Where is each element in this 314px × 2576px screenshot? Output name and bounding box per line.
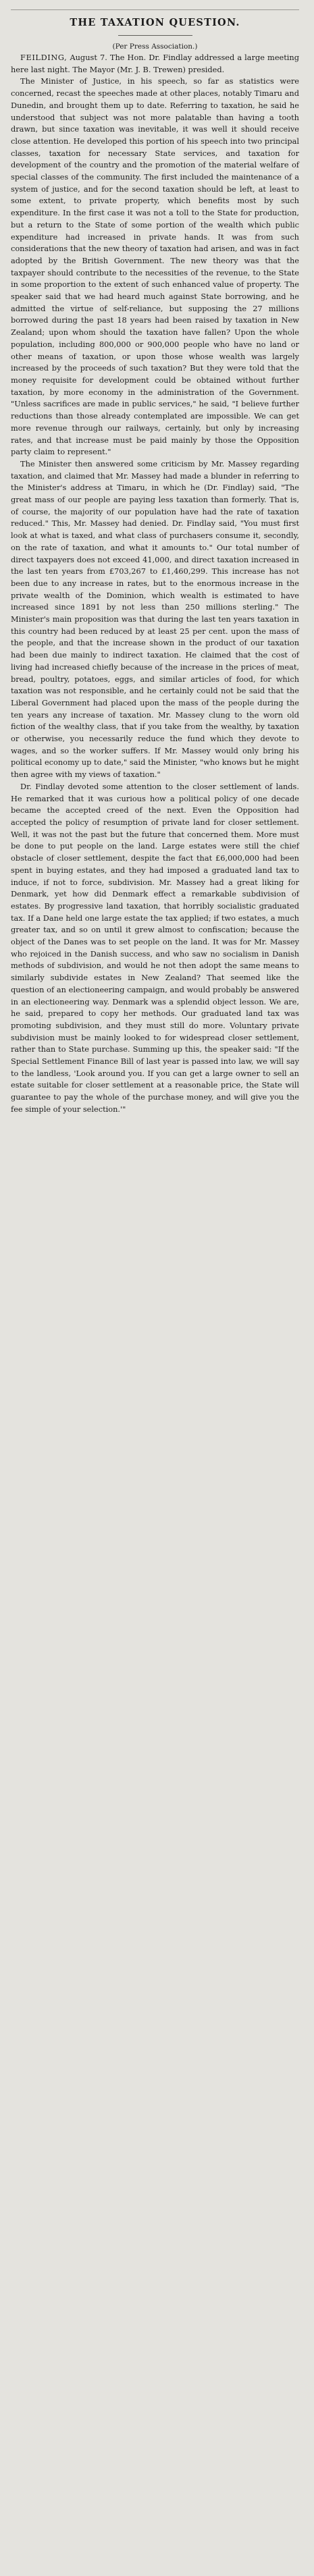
paragraph: Dr. Findlay devoted some attention to the closer settlement of lands. He remarked that it was curious how a political policy of one decade became the accepted creed of the next. Even the Opposition had accepted the policy of resumption of private land for closer settlement. Well, it was not the past but the future that concerned them. More must be done to put people on the land. Large estates were still the chief obstacle of closer settlement, despite the fact that £6,000,000 had been spent in buying estates, and they had imposed a graduated land tax to induce, if not to force, subdivision. Mr. Massey had a great liking for Denmark, yet how did Denmark effect a remarkable subdivision of estates. By progressive land taxation, that horribly socialistic graduated tax. If a Dane held one large estate the tax applied; if two estates, a much greater tax, and so on until it grew almost to confiscation; because the object of the Danes was to set people on the land. It was for Mr. Massey who rejoiced in the Danish success, and who saw no socialism in Danish methods of subdivision, and would he not then adopt the same means to similarly subdivide estates in New Zealand? That seemed like the question of an electioneering campaign, and would probably be answered in an electioneering way. Denmark was a splendid object lesson. We are, he said, prepared to copy her methods. Our graduated land tax was promoting subdivision, and they must still do more. Voluntary private subdivision must be mainly looked to for widespread closer settlement, rather than to State purchase. Summing up this, the speaker said: "If the Special Settlement Finance Bill of last year is passed into law, we will say to the landless, 'Look around you. If you can get a large owner to sell an estate suitable for closer settlement at a reasonable price, the State will guarantee to pay the whole of the purchase money, and will give you the fee simple of your selection.'" xyxy=(11,781,299,1114)
dateline: FEILDING, xyxy=(20,53,68,62)
paragraph-lead xyxy=(11,52,299,76)
article-body xyxy=(11,52,299,1116)
paragraph: The Minister of Justice, in his speech, so far as statistics were concerned, recast the speeches made at other places, notably Timaru and Dunedin, and brought them up to date. Referring to taxation, he said he understood that subject was not more palatable than having a tooth drawn, but since taxation was inevitable, it was well it should receive close attention. He developed this portion of his speech into two principal classes, taxation for necessary State services, and taxation for development of the country and the promotion of the material welfare of special classes of the community. The first included the maintenance of a system of justice, and for the second taxation should be left, at least to some extent, to private property, which benefits most by such expenditure. In the first case it was not a toll to the State for production, but a return to the State of some portion of the wealth which public expenditure had increased in private hands. It was from such considerations that the new theory of taxation had arisen, and was in fact adopted by the British Government. The new theory was that the taxpayer should contribute to the necessities of the revenue, to the State in some proportion to the extent of such enhanced value of property. The speaker said that we had heard much against State borrowing, and he admitted the virtue of self-reliance, but supposing the 27 millions borrowed during the past 18 years had been raised by taxation in New Zealand; upon whom should the taxation have fallen? Upon the whole population, including 800,000 or 900,000 people who have no land or other means of taxation, or upon those whose wealth was largely increased by the proceeds of such taxation? But they were told that the money requisite for development could be obtained without further taxation, by more economy in the administration of the Government. "Unless sacrifices are made in public services," he said, "I believe further reductions than those already contemplated are impossible. We can get more revenue through our railways, certainly, but only by increasing rates, and that increase must be paid mainly by those the Opposition party claim to represent." xyxy=(11,76,299,457)
press-credit: (Per Press Association.) xyxy=(112,43,198,51)
paragraph: The Minister then answered some criticism by Mr. Massey regarding taxation, and claimed that Mr. Massey had made a blunder in referring to the Minister's address at Timaru, in which he (Dr. Findlay) said, "The great mass of our people are paying less taxation than formerly. That is, of course, the majority of our population have had the rate of taxation reduced." This, Mr. Massey had denied. Dr. Findlay said, "You must first look at what is taxed, and what class of purchasers consume it, secondly, on the rate of taxation, and what it amounts to." Our total number of direct taxpayers does not exceed 41,000, and direct taxation increased in the last ten years from £703,267 to £1,460,299. This increase has not been due to any increase in rates, but to the enormous increase in the private wealth of the Dominion, which wealth is estimated to have increased since 1891 by not less than 250 millions sterling." The Minister's main proposition was that during the last ten years taxation in this country had been reduced by at least 25 per cent. upon the mass of the people, and that the increase shown in the product of our taxation had been due mainly to indirect taxation. He claimed that the cost of living had increased chiefly because of the increase in the prices of meat, bread, poultry, potatoes, eggs, and similar articles of food, for which taxation was not responsible, and he certainly could not be said that the Liberal Government had placed upon the mass of the people during the ten years any increase of taxation. Mr. Massey clung to the worn old fiction of the wealthy class, that if you take from the wealthy, by taxation or otherwise, you necessarily reduce the fund which they devote to wages, and so the worker suffers. If Mr. Massey would only bring his political economy up to date," said the Minister, "who knows but he might then agree with my views of taxation." xyxy=(11,458,299,780)
paragraph-text: August 7. The Hon. Dr. Findlay addressed a large meeting here last night. The Mayor (Mr. J. B. Trewen) presided. xyxy=(11,53,299,74)
headline: THE TAXATION QUESTION. xyxy=(70,17,240,28)
headline-divider xyxy=(118,35,192,36)
top-rule xyxy=(11,9,299,10)
